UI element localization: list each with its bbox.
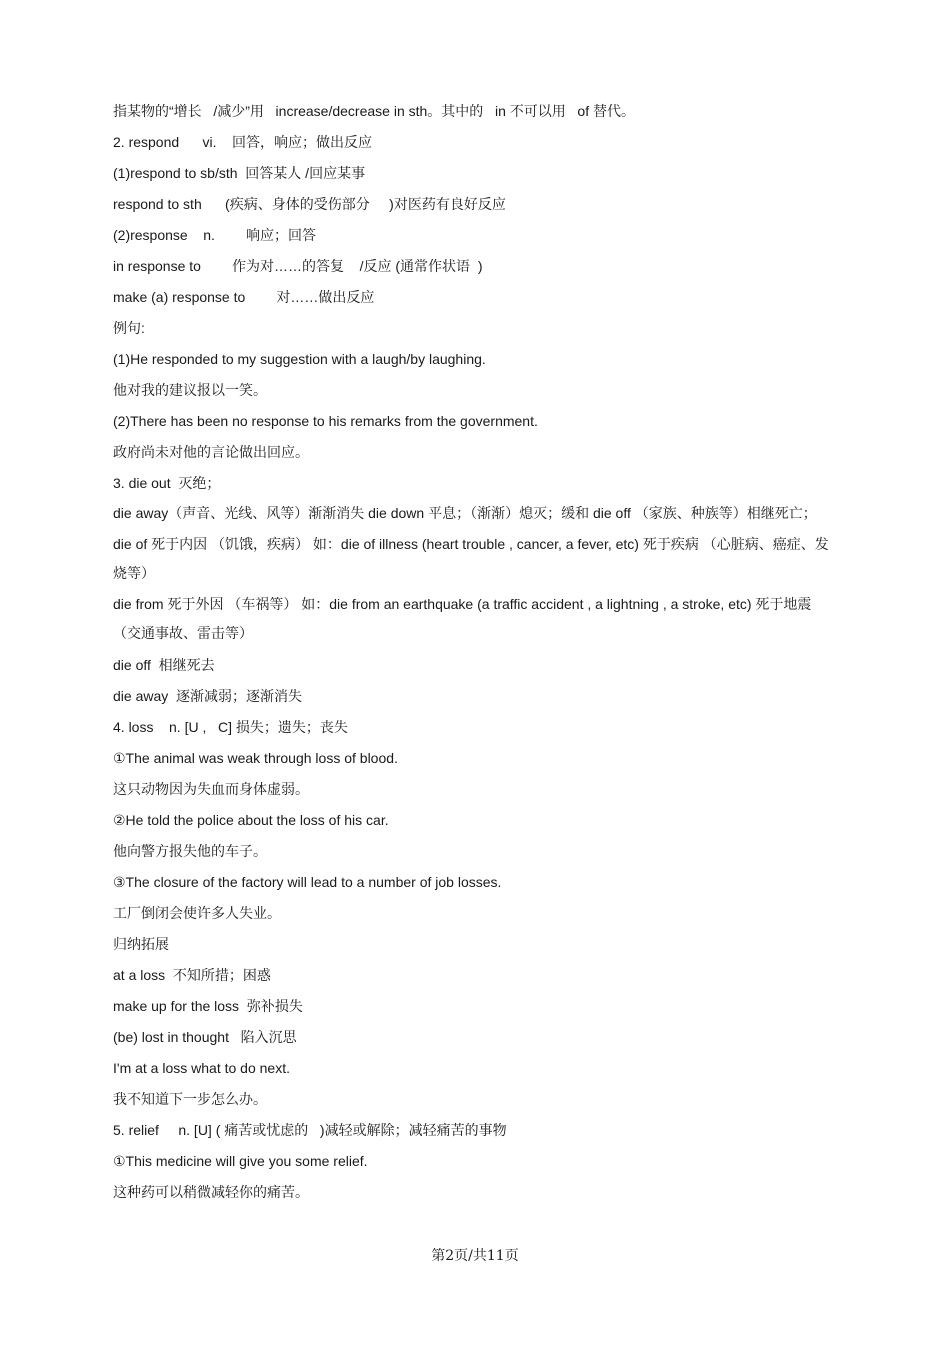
- text-line: (2)response n. 响应；回答: [113, 227, 317, 243]
- text-line: (be) lost in thought 陷入沉思: [113, 1029, 297, 1045]
- heading-loss: 4. loss n. [U , C] 损失；遗失；丧失: [113, 719, 348, 735]
- text-line: in response to 作为对……的答复 /反应 (通常作状语 ): [113, 258, 483, 274]
- text-line: die off 相继死去: [113, 657, 215, 673]
- example-sentence: (1)He responded to my suggestion with a laugh/by laughing.: [113, 351, 486, 367]
- example-sentence: ①This medicine will give you some relief.: [113, 1153, 368, 1169]
- text-line: at a loss 不知所措；困惑: [113, 967, 271, 983]
- text-line: die away 逐渐减弱；逐渐消失: [113, 688, 303, 704]
- text-paragraph: die of 死于内因 （饥饿，疾病） 如：die of illness (heart trouble , cancer, a fever, etc) 死于疾病 （心脏病、癌症、发烧等）: [113, 536, 829, 581]
- heading-die-out: 3. die out 灭绝；: [113, 475, 221, 491]
- text-line: (1)respond to sb/sth 回答某人 /回应某事: [113, 165, 366, 181]
- example-translation: 他对我的建议报以一笑。: [113, 382, 267, 398]
- example-translation: 这只动物因为失血而身体虚弱。: [113, 781, 309, 797]
- heading-relief: 5. relief n. [U] ( 痛苦或忧虑的 )减轻或解除；减轻痛苦的事物: [113, 1122, 507, 1138]
- example-sentence: ①The animal was weak through loss of blood.: [113, 750, 398, 766]
- example-label: 例句:: [113, 320, 145, 336]
- section-label: 归纳拓展: [113, 936, 169, 952]
- example-sentence: ③The closure of the factory will lead to a number of job losses.: [113, 874, 502, 890]
- text-paragraph: die from 死于外因 （车祸等） 如：die from an earthquake (a traffic accident , a lightning , a stroke, etc) 死于地震（交通事故、雷击等）: [113, 596, 812, 641]
- heading-respond: 2. respond vi. 回答，响应；做出反应: [113, 134, 373, 150]
- example-sentence: I'm at a loss what to do next.: [113, 1060, 290, 1076]
- text-line: make (a) response to 对……做出反应: [113, 289, 375, 305]
- example-translation: 工厂倒闭会使许多人失业。: [113, 905, 281, 921]
- example-translation: 我不知道下一步怎么办。: [113, 1091, 267, 1107]
- page-content: [113, 96, 838, 1208]
- page-number: 第2页/共11页: [431, 1248, 519, 1264]
- text-paragraph: die away（声音、光线、风等）渐渐消失 die down 平息；（渐渐）熄灭；缓和 die off （家族、种族等）相继死亡；: [113, 505, 817, 521]
- text-line: respond to sth (疾病、身体的受伤部分 )对医药有良好反应: [113, 196, 506, 212]
- example-sentence: ②He told the police about the loss of his car.: [113, 812, 389, 828]
- example-translation: 他向警方报失他的车子。: [113, 843, 267, 859]
- example-sentence: (2)There has been no response to his remarks from the government.: [113, 413, 538, 429]
- text-line: make up for the loss 弥补损失: [113, 998, 303, 1014]
- example-translation: 这种药可以稍微减轻你的痛苦。: [113, 1184, 309, 1200]
- example-translation: 政府尚未对他的言论做出回应。: [113, 444, 309, 460]
- text-line: 指某物的“增长 /减少”用 increase/decrease in sth。其中的 in 不可以用 of 替代。: [113, 103, 635, 119]
